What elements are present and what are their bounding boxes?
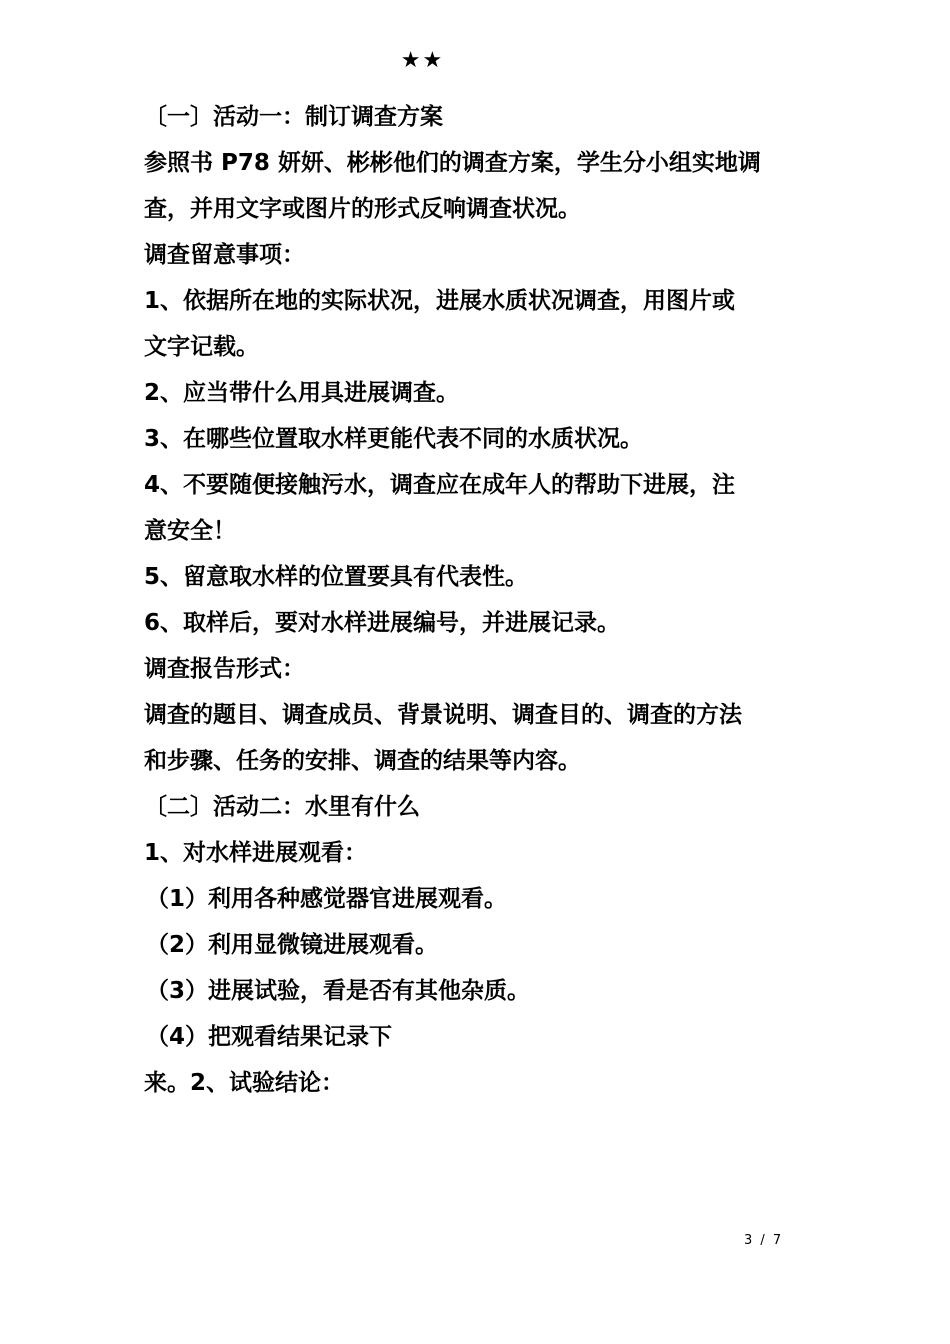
sub-list-item: （2）利用显微镜进展观看。 xyxy=(146,932,439,958)
sub-list-item: （1）利用各种感觉器官进展观看。 xyxy=(146,886,508,912)
list-item: 1、依据所在地的实际状况，进展水质状况调查，用图片或 xyxy=(144,288,736,314)
paragraph-line: 调查的题目、调查成员、背景说明、调查目的、调查的方法 xyxy=(144,702,742,728)
page-number: 3 / 7 xyxy=(744,1233,784,1248)
sub-list-item: （3）进展试验，看是否有其他杂质。 xyxy=(146,978,531,1004)
list-item: 4、不要随便接触污水，调查应在成年人的帮助下进展，注 xyxy=(144,472,736,498)
section-heading-activity-two: 〔二〕活动二：水里有什么 xyxy=(144,794,420,820)
subheading-report-form: 调查报告形式： xyxy=(144,656,305,682)
list-item: 2、应当带什么用具进展调查。 xyxy=(144,380,460,406)
sub-list-item: （4）把观看结果记录下 xyxy=(146,1024,393,1050)
paragraph-line: 查，并用文字或图片的形式反响调查状况。 xyxy=(144,196,581,222)
header-stars: ★★ xyxy=(400,48,445,73)
list-item-continued: 文字记载。 xyxy=(144,334,259,360)
paragraph-line: 参照书 P78 妍妍、彬彬他们的调查方案，学生分小组实地调 xyxy=(144,150,761,176)
list-item: 6、取样后，要对水样进展编号，并进展记录。 xyxy=(144,610,621,636)
list-item: 5、留意取水样的位置要具有代表性。 xyxy=(144,564,529,590)
section-heading-activity-one: 〔一〕活动一：制订调查方案 xyxy=(144,104,443,130)
document-body xyxy=(144,94,814,1106)
list-item: 1、对水样进展观看： xyxy=(144,840,368,866)
paragraph-line: 来。2、试验结论： xyxy=(144,1070,345,1096)
list-item: 3、在哪些位置取水样更能代表不同的水质状况。 xyxy=(144,426,644,452)
subheading-notes: 调查留意事项： xyxy=(144,242,305,268)
list-item-continued: 意安全！ xyxy=(144,518,236,544)
paragraph-line: 和步骤、任务的安排、调查的结果等内容。 xyxy=(144,748,581,774)
